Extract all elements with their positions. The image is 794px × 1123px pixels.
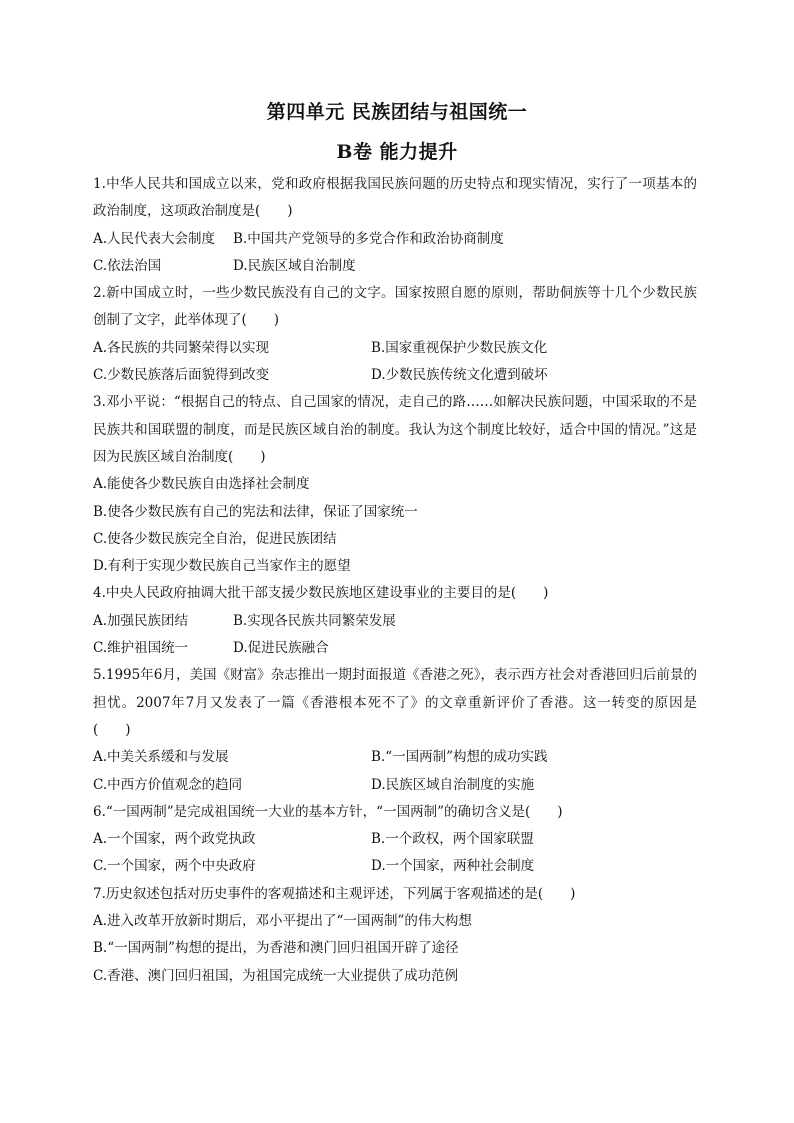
- option-b: B.“一国两制”构想的提出，为香港和澳门回归祖国开辟了途径: [93, 940, 459, 957]
- paper-subtitle: B卷 能力提升: [336, 141, 458, 163]
- question-4: [93, 580, 697, 662]
- question-stem: 7.历史叙述包括对历史事件的客观描述和主观评述，下列属于客观描述的是( ): [93, 885, 576, 902]
- question-stem: 4.中央人民政府抽调大批干部支援少数民族地区建设事业的主要目的是( ): [93, 585, 549, 602]
- option-d: D.民族区域自治制度的实施: [371, 776, 535, 793]
- option-a: A.能使各少数民族自由选择社会制度: [93, 476, 310, 493]
- option-c: C.维护祖国统一: [93, 640, 189, 657]
- option-b: B.一个政权，两个国家联盟: [371, 831, 534, 848]
- option-c: C.香港、澳门回归祖国，为祖国完成统一大业提供了成功范例: [93, 967, 459, 984]
- question-stem: 2.新中国成立时，一些少数民族没有自己的文字。国家按照自愿的原则，帮助侗族等十几个少数民族创制了文字，此举体现了( ): [93, 285, 697, 329]
- question-2: [93, 280, 697, 389]
- question-list: [93, 171, 697, 990]
- question-stem: 3.邓小平说：“根据自己的特点、自己国家的情况，走自己的路……如解决民族问题，中国采取的不是民族共和国联盟的制度，而是民族区域自治的制度。我认为这个制度比较好，适合中国的情况。”这是因为民族区域自治制度( ): [93, 394, 697, 465]
- question-stem: 6.“一国两制”是完成祖国统一大业的基本方针，“一国两制”的确切含义是( ): [93, 803, 563, 820]
- option-c: C.使各少数民族完全自治，促进民族团结: [93, 530, 337, 547]
- option-b: B.国家重视保护少数民族文化: [371, 339, 548, 356]
- question-7: [93, 881, 697, 990]
- option-b: B.中国共产党领导的多党合作和政治协商制度: [233, 230, 504, 247]
- option-a: A.进入改革开放新时期后，邓小平提出了“一国两制”的伟大构想: [93, 913, 472, 930]
- option-d: D.一个国家，两种社会制度: [371, 858, 535, 875]
- option-d: D.促进民族融合: [233, 640, 329, 657]
- option-a: A.中美关系缓和与发展: [93, 749, 229, 766]
- option-a: A.加强民族团结: [93, 612, 189, 629]
- question-5: [93, 662, 697, 798]
- option-b: B.“一国两制”构想的成功实践: [371, 749, 548, 766]
- option-b: B.使各少数民族有自己的宪法和法律，保证了国家统一: [93, 503, 418, 520]
- option-c: C.中西方价值观念的趋同: [93, 776, 243, 793]
- option-c: C.一个国家，两个中央政府: [93, 858, 256, 875]
- unit-title: 第四单元 民族团结与祖国统一: [266, 101, 528, 123]
- option-a: A.人民代表大会制度: [93, 230, 216, 247]
- question-stem: 5.1995年6月，美国《财富》杂志推出一期封面报道《香港之死》，表示西方社会对香港回归后前景的担忧。2007年7月又发表了一篇《香港根本死不了》的文章重新评价了香港。这一转变的原因是( ): [93, 667, 697, 738]
- option-d: D.少数民族传统文化遭到破坏: [371, 367, 548, 384]
- option-c: C.少数民族落后面貌得到改变: [93, 367, 270, 384]
- question-1: [93, 171, 697, 280]
- option-a: A.各民族的共同繁荣得以实现: [93, 339, 270, 356]
- option-d: D.民族区域自治制度: [233, 257, 356, 274]
- option-c: C.依法治国: [93, 257, 162, 274]
- option-a: A.一个国家，两个政党执政: [93, 831, 256, 848]
- option-b: B.实现各民族共同繁荣发展: [233, 612, 396, 629]
- question-6: [93, 799, 697, 881]
- option-d: D.有利于实现少数民族自己当家作主的愿望: [93, 558, 351, 575]
- question-stem: 1.中华人民共和国成立以来，党和政府根据我国民族问题的历史特点和现实情况，实行了一项基本的政治制度，这项政治制度是( ): [93, 176, 697, 220]
- question-3: [93, 389, 697, 580]
